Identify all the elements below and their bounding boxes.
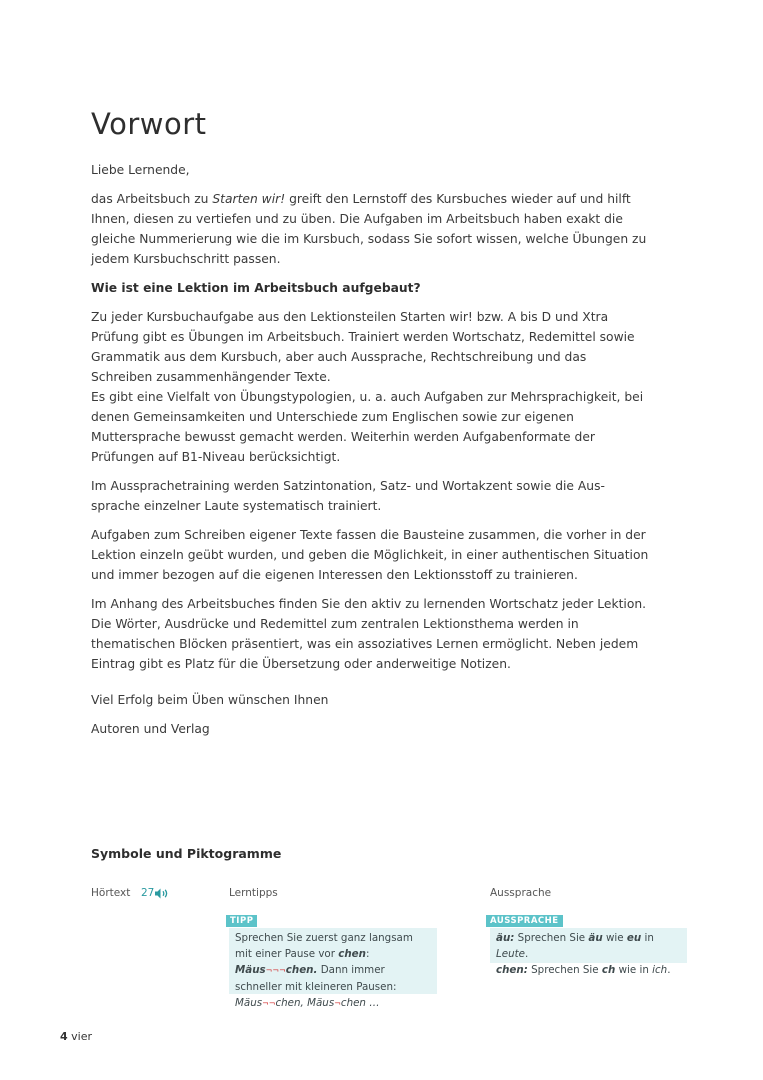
tipp-chen: chen: [338, 948, 366, 960]
aussprache-text: .: [667, 964, 671, 976]
speaker-icon: [154, 887, 170, 900]
aussprache-key: chen:: [496, 964, 528, 976]
tipp-colon: :: [365, 948, 370, 960]
tipp-text: Sprechen Sie zuerst ganz langsam mit einer Pause vor: [235, 932, 413, 960]
symbols-heading: Symbole und Piktogramme: [91, 846, 282, 861]
signature: Autoren und Verlag: [91, 722, 210, 736]
tipp-word: Mäus: [235, 997, 263, 1009]
closing-line: Viel Erfolg beim Üben wünschen Ihnen: [91, 693, 329, 707]
tipp-word: chen …: [340, 997, 380, 1009]
pause-marks: ¬: [334, 999, 341, 1008]
paragraph-vocabulary: Im Anhang des Arbeitsbuches finden Sie den aktiv zu lernenden Wortschatz jeder Lektion. Die Wörter, Ausdrücke und Redemittel zum zentralen Lektionsthema werden in thematischen Blöcken präsentiert, was ein assoziatives Lernen ermöglicht. Neben jedem Eintrag gibt es Platz für die Übersetzung oder anderweitige Notizen.: [91, 597, 647, 671]
tipp-word: Mäus: [307, 997, 335, 1009]
pause-marks: ¬¬¬: [265, 966, 286, 975]
aussprache-text: Sprechen Sie: [527, 964, 602, 976]
intro-text-1: das Arbeitsbuch zu: [91, 192, 213, 206]
tipp-word: chen.: [285, 964, 318, 976]
aussprache-sound: äu: [588, 932, 603, 944]
tipp-word: Mäus: [235, 964, 266, 976]
section-heading: Wie ist eine Lektion im Arbeitsbuch aufgebaut?: [91, 281, 421, 295]
intro-paragraph: [91, 189, 651, 269]
aussprache-text: wie in: [615, 964, 653, 976]
foreword-body: [91, 160, 651, 748]
tipp-box: [229, 928, 437, 1009]
aussprache-line-1: [496, 930, 683, 962]
page-number: 4: [60, 1030, 68, 1043]
pause-marks: ¬¬: [262, 999, 276, 1008]
hoertext-label: Hörtext: [91, 887, 131, 899]
aussprache-sound: ch: [601, 964, 616, 976]
paragraph-writing: Aufgaben zum Schreiben eigener Texte fassen die Bausteine zusammen, die vorher in der Lektion einzeln geübt wurden, und geben die Möglichkeit, in einer authentischen Situation und immer bezogen auf die eigenen Interessen den Lektionsstoff zu trainieren.: [91, 528, 649, 582]
aussprache-text: in: [641, 932, 654, 944]
aussprache-text: wie: [602, 932, 627, 944]
aussprache-box: [490, 928, 687, 976]
page-number-word: vier: [71, 1030, 93, 1043]
aussprache-sound: eu: [626, 932, 642, 944]
aussprache-label: Aussprache: [490, 887, 552, 899]
aussprache-tag: AUSSPRACHE: [486, 915, 563, 927]
book-title: Starten wir!: [212, 192, 286, 206]
aussprache-word: ich: [652, 964, 668, 976]
aussprache-text: Sprechen Sie: [514, 932, 589, 944]
aussprache-text: .: [524, 948, 529, 960]
tipp-word: chen,: [275, 997, 308, 1009]
intro-text-2: greift den Lernstoff des Kursbuches wieder auf und hilft Ihnen, diesen zu vertiefen und zu üben. Die Aufgaben im Arbeitsbuch haben exakt die gleiche Nummerierung wie die im Kursbuch, sodass Sie sofort wissen, welche Übungen zu jedem Kursbuchschritt passen.: [91, 192, 647, 266]
aussprache-line-2: [496, 962, 683, 978]
paragraph-structure: Zu jeder Kursbuchaufgabe aus den Lektionsteilen Starten wir! bzw. A bis D und Xtra Prüfung gibt es Übungen im Arbeitsbuch. Trainiert werden Wortschatz, Redemittel sowie Grammatik aus dem Kursbuch, aber auch Aussprache, Rechtschreibung und das Schreiben zusammenhängender Texte.: [91, 310, 635, 384]
paragraph-pronunciation: Im Aussprachetraining werden Satzintonation, Satz- und Wortakzent sowie die Aus-sprache einzelner Laute systematisch trainiert.: [91, 479, 605, 513]
aussprache-key: äu:: [496, 932, 515, 944]
aussprache-word: Leute: [496, 948, 525, 960]
tipp-text: Dann immer schneller mit kleineren Pausen:: [235, 964, 397, 993]
tipp-tag: TIPP: [226, 915, 257, 927]
lerntipps-label: Lerntipps: [229, 887, 278, 899]
page-title: Vorwort: [91, 107, 207, 142]
track-number: 27: [141, 887, 155, 899]
greeting: Liebe Lernende,: [91, 163, 190, 177]
page-footer: [60, 1030, 92, 1043]
paragraph-typologies: Es gibt eine Vielfalt von Übungstypologien, u. a. auch Aufgaben zur Mehrsprachigkeit, bei denen Gemeinsamkeiten und Unterschiede zum Englischen sowie zur eigenen Muttersprache bewusst gemacht werden. Weiterhin werden Aufgabenformate der Prüfungen auf B1-Niveau berücksichtigt.: [91, 390, 644, 464]
